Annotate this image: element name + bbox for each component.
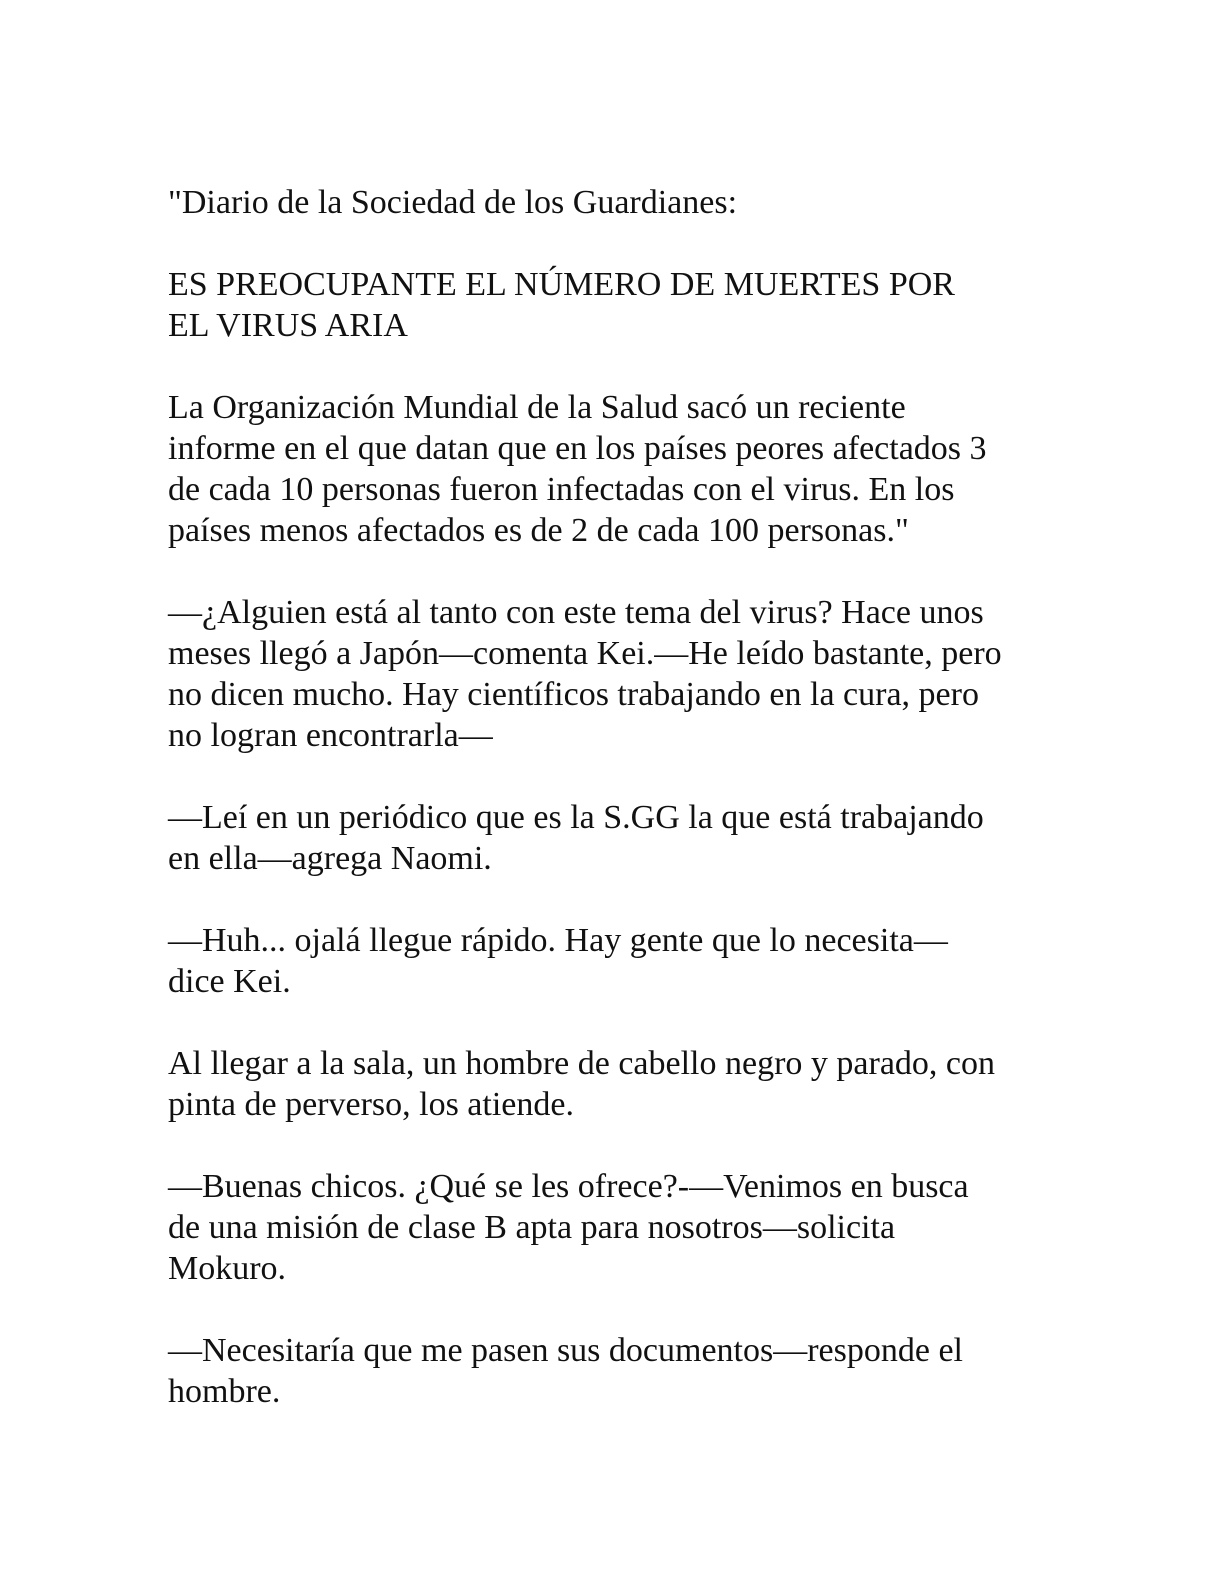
text-line: ES PREOCUPANTE EL NÚMERO DE MUERTES POR xyxy=(168,266,955,303)
text-line: hombre. xyxy=(168,1373,281,1410)
text-line: —¿Alguien está al tanto con este tema del virus? Hace unos xyxy=(168,594,984,631)
text-line: La Organización Mundial de la Salud sacó un reciente xyxy=(168,389,906,426)
text-line: —Necesitaría que me pasen sus documentos—responde el xyxy=(168,1332,963,1369)
paragraph-dialogue-naomi xyxy=(168,797,1058,879)
text-line: Al llegar a la sala, un hombre de cabello negro y parado, con xyxy=(168,1045,996,1082)
paragraph-dialogue-kei xyxy=(168,592,1058,756)
text-line: no logran encontrarla— xyxy=(168,717,493,754)
text-line: de una misión de clase B apta para nosotros—solicita xyxy=(168,1209,896,1246)
paragraph-report xyxy=(168,387,1058,551)
text-line: Mokuro. xyxy=(168,1250,287,1287)
paragraph-narration xyxy=(168,1043,1058,1125)
paragraph-dialogue-kei-2 xyxy=(168,920,1058,1002)
document-page xyxy=(168,182,1058,1453)
text-line: meses llegó a Japón—comenta Kei.—He leído bastante, pero xyxy=(168,635,1002,672)
text-line: —Leí en un periódico que es la S.GG la que está trabajando xyxy=(168,799,984,836)
paragraph-headline xyxy=(168,264,1058,346)
text-line: "Diario de la Sociedad de los Guardianes: xyxy=(168,184,738,221)
text-line: dice Kei. xyxy=(168,963,291,1000)
text-line: EL VIRUS ARIA xyxy=(168,307,408,344)
paragraph-dialogue-man xyxy=(168,1330,1058,1412)
text-line: informe en el que datan que en los países peores afectados 3 xyxy=(168,430,987,467)
text-line: —Huh... ojalá llegue rápido. Hay gente que lo necesita— xyxy=(168,922,948,959)
text-line: en ella—agrega Naomi. xyxy=(168,840,492,877)
text-line: —Buenas chicos. ¿Qué se les ofrece?-—Venimos en busca xyxy=(168,1168,969,1205)
text-line: pinta de perverso, los atiende. xyxy=(168,1086,574,1123)
text-line: países menos afectados es de 2 de cada 100 personas." xyxy=(168,512,909,549)
text-line: de cada 10 personas fueron infectadas con el virus. En los xyxy=(168,471,955,508)
text-line: no dicen mucho. Hay científicos trabajando en la cura, pero xyxy=(168,676,979,713)
paragraph-diary-title xyxy=(168,182,1058,223)
paragraph-dialogue-mokuro xyxy=(168,1166,1058,1289)
